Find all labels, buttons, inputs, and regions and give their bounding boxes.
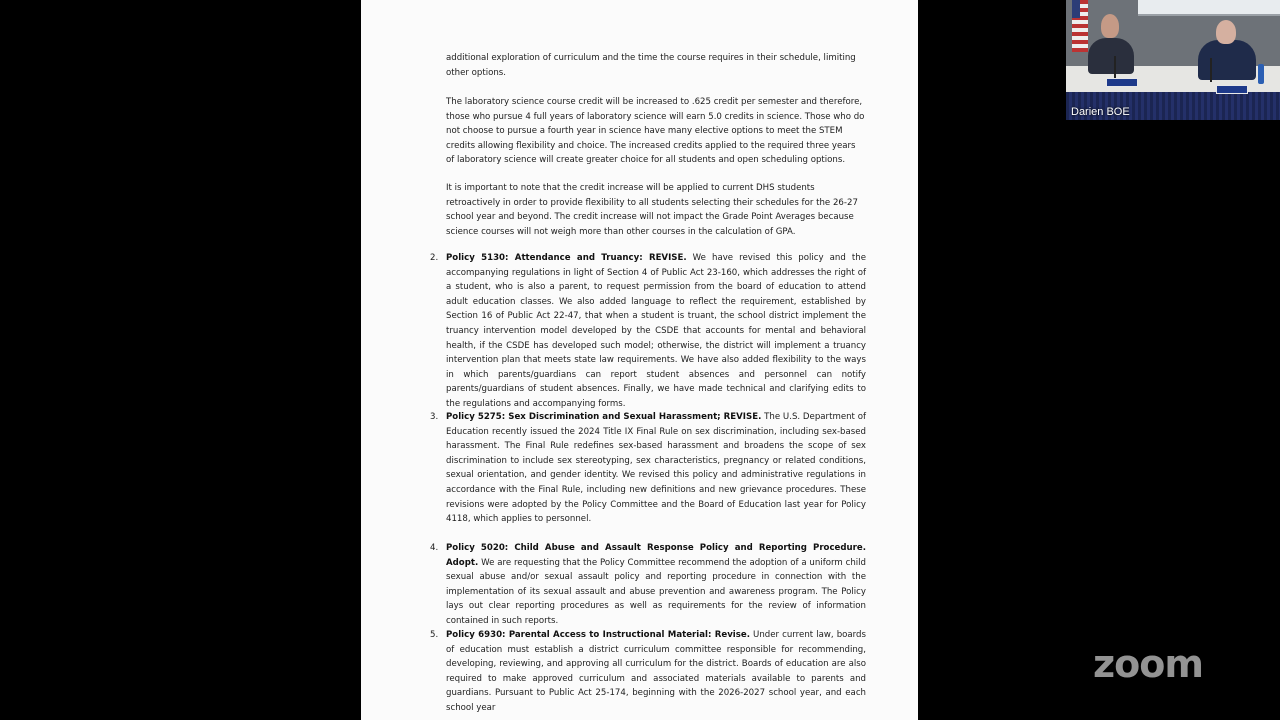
paragraph-intro: additional exploration of curriculum and the time the course requires in their schedule, limiting other options. (446, 53, 856, 78)
list-item-text (446, 251, 866, 412)
name-plate (1216, 85, 1248, 94)
paragraph-credit-increase: It is important to note that the credit increase will be applied to current DHS students retroactively in order to provide flexibility to all students selecting their schedules for the 26-27 school year and beyond. The credit increase will not impact the Grade Point Averages because science courses will not weigh more than other courses in the calculation of GPA. (446, 183, 858, 237)
policy-title: Policy 5020: Child Abuse and Assault Response Policy and Reporting Procedure. Adopt. (446, 543, 866, 568)
microphone-icon (1210, 58, 1212, 82)
zoom-logo: zoom (1093, 642, 1203, 686)
policy-title: Policy 6930: Parental Access to Instructional Material: Revise. (446, 630, 750, 640)
name-plate (1106, 78, 1138, 87)
person-left-head (1101, 14, 1119, 38)
list-item-number: 2. (430, 253, 439, 263)
microphone-icon (1114, 56, 1116, 80)
list-item-text (446, 410, 866, 527)
flag-canton (1072, 0, 1080, 18)
list-item-text (446, 628, 866, 716)
policy-body: We are requesting that the Policy Committee recommend the adoption of a uniform child sexual abuse and/or sexual assault policy and reporting procedure in connection with the implementation of its sexual assault and abuse prevention and awareness program. The Policy lays out clear reporting procedures as well as requirements for the review of information contained in such reports. (446, 557, 866, 626)
participant-name-label: Darien BOE (1071, 106, 1130, 118)
list-item (430, 628, 866, 716)
policy-body: Under current law, boards of education must establish a district curriculum committee responsible for recommending, developing, reviewing, and approving all curriculum for the district. Boards of education are also required to make approved curriculum and associated materials available to parents and guardians. Pursuant to Public Act 25-174, beginning with the 2026-2027 school year, and each school year (446, 630, 866, 713)
person-right-head (1216, 20, 1236, 44)
shared-document-page (361, 0, 918, 720)
list-item-text (446, 541, 866, 629)
list-item-number: 3. (430, 412, 439, 422)
list-item-number: 4. (430, 543, 439, 553)
policy-body: We have revised this policy and the accompanying regulations in light of Section 4 of Public Act 23-160, which addresses the right of a student, who is also a parent, to request permission from the board of education to attend adult education classes. We also added language to reflect the requirement, established by Section 16 of Public Act 22-47, that when a student is truant, the school district implement the truancy intervention model developed by the CSDE that accounts for mental and behavioral health, if the CSDE has developed such model; otherwise, the district will implement a truancy intervention plan that meets state law requirements. We have also added flexibility to the ways in which parents/guardians can report student absences and personnel can notify parents/guardians of student absences. Finally, we have made technical and clarifying edits to the regulations and accompanying forms. (446, 253, 866, 409)
paragraph-lab-credit: The laboratory science course credit will be increased to .625 credit per semester and therefore, those who pursue 4 full years of laboratory science will earn 5.0 credits in science. Those who do not choose to pursue a fourth year in science have many elective options to meet the STEM credits allowing flexibility and choice. The increased credits applied to the required three years of laboratory science will create greater choice for all students and open scheduling options. (446, 97, 865, 166)
person-right (1198, 40, 1256, 80)
water-bottle (1258, 64, 1264, 84)
list-item (430, 251, 866, 412)
list-item (430, 410, 866, 527)
policy-title: Policy 5130: Attendance and Truancy: REVISE. (446, 253, 687, 263)
policy-title: Policy 5275: Sex Discrimination and Sexual Harassment; REVISE. (446, 412, 762, 422)
projection-screen (1138, 0, 1280, 16)
list-item (430, 541, 866, 629)
participant-video-tile[interactable] (1066, 0, 1280, 120)
person-left (1088, 38, 1134, 74)
list-item-number: 5. (430, 630, 439, 640)
policy-body: The U.S. Department of Education recently issued the 2024 Title IX Final Rule on sex discrimination, including sex-based harassment. The Final Rule redefines sex-based harassment and broadens the scope of sex discrimination to include sex stereotyping, sex characteristics, pregnancy or related conditions, sexual orientation, and gender identity. We revised this policy and administrative regulations in accordance with the Final Rule, including new definitions and new grievance procedures. These revisions were adopted by the Policy Committee and the Board of Education last year for Policy 4118, which applies to personnel. (446, 412, 867, 525)
